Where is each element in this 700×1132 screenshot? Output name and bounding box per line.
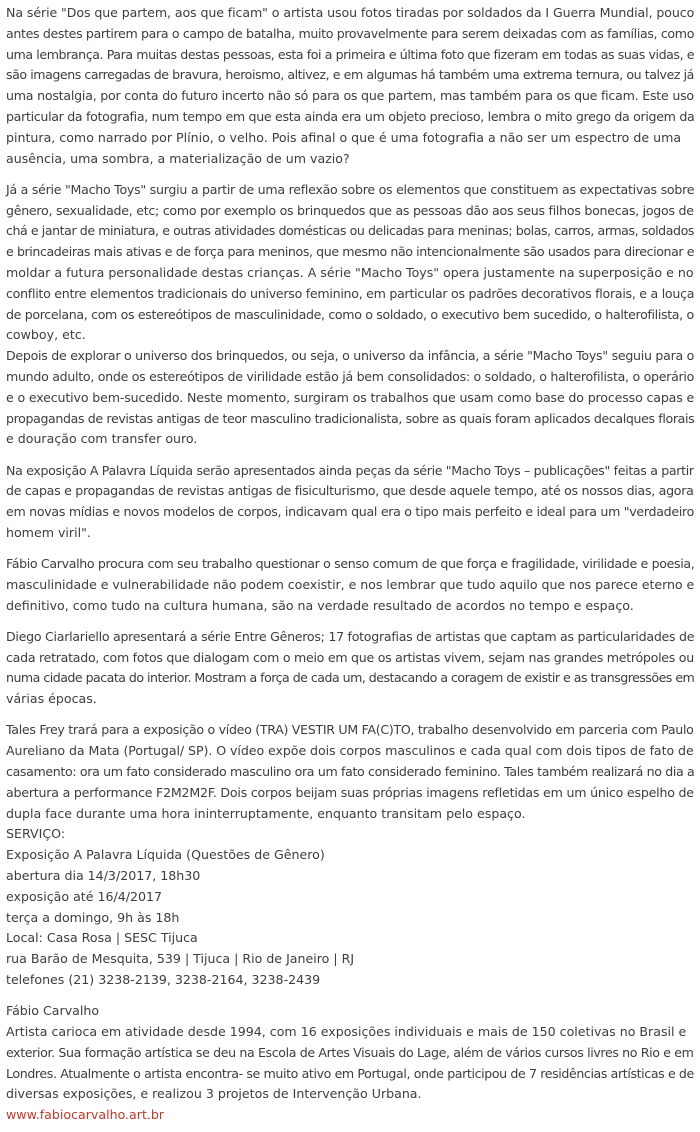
text-line: exposição até 16/4/2017	[6, 888, 163, 904]
paragraph-artist-bio	[6, 1001, 694, 1126]
text-line: uma lembrança. Para muitas destas pessoas, esta foi a primeira e última foto que fizeram em todas as suas vidas, e	[6, 46, 695, 62]
text-line: de porcelana, com os estereótipos de masculinidade, como o soldado, o executivo bem sucedido, o halterofilista, o	[6, 306, 694, 322]
text-line: mundo adulto, onde os estereótipos de virilidade estão já bem consolidados: o soldado, o halterofilista, o operário	[6, 368, 695, 384]
text-line: Londres. Atualmente o artista encontra- se muito ativo em Portugal, onde participou de 7 residências artísticas e de	[6, 1065, 694, 1081]
paragraph-dos-que-partem	[6, 3, 694, 169]
text-line: diversas exposições, e realizou 3 projetos de Intervenção Urbana.	[6, 1086, 422, 1102]
text-line: Exposição A Palavra Líquida (Questões de Gênero)	[6, 847, 325, 863]
text-line: abertura dia 14/3/2017, 18h30	[6, 868, 201, 884]
artist-website-link[interactable]: www.fabiocarvalho.art.br	[6, 1107, 165, 1123]
text-line: Aureliano da Mata (Portugal/ SP). O vídeo expõe dois corpos masculinos e cada qual com dois tipos de fato de	[6, 743, 694, 759]
text-line: antes destes partirem para o campo de batalha, muito provavelmente para serem deixadas com as famílias, como	[6, 25, 695, 41]
text-line: Diego Ciarlariello apresentará a série Entre Gêneros; 17 fotografias de artistas que captam as particularidades de	[6, 628, 695, 644]
text-line: SERVIÇO:	[6, 826, 66, 842]
text-line: abertura a performance F2M2M2F. Dois corpos beijam suas próprias imagens refletidas em um único espelho de	[6, 784, 694, 800]
text-line: rua Barão de Mesquita, 539 | Tijuca | Rio de Janeiro | RJ	[6, 951, 355, 967]
text-line: são imagens carregadas de bravura, heroismo, altivez, e em algumas há também uma extrema ternura, ou talvez já	[6, 67, 694, 83]
text-line: moldar a futura personalidade destas crianças. A série "Macho Toys" opera justamente na superposição e no	[6, 264, 694, 280]
text-line: Artista carioca em atividade desde 1994, com 16 exposições individuais e mais de 150 coletivas no Brasil e	[6, 1024, 687, 1039]
text-line: Depois de explorar o universo dos brinquedos, ou seja, o universo da infância, a série "Macho Toys" seguiu para o	[6, 348, 695, 364]
bio-lines	[6, 1001, 694, 1105]
text-line: telefones (21) 3238-2139, 3238-2164, 3238-2439	[6, 972, 321, 988]
text-line: masculinidade e vulnerabilidade não podem coexistir, e nos lembrar que tudo aquilo que nos parece eterno e	[6, 576, 695, 592]
text-line: de capas e propagandas de revistas antigas de fisiculturismo, que desde aquele tempo, até os nossos dias, agora	[6, 483, 694, 499]
text-line: numa cidade pacata do interior. Mostram a força de cada um, destacando a coragem de existir e as transgressões em	[6, 670, 695, 686]
text-line: propagandas de revistas antigas de teor masculino tradicionalista, sobre as quais foram aplicados decalques florais	[6, 410, 695, 426]
text-line: definitivo, como tudo na cultura humana, são na verdade resultado de acordos no tempo e espaço.	[6, 597, 634, 613]
text-line: conflito entre elementos tradicionais do universo feminino, em particular os padrões decorativos florais, e a louça	[6, 285, 695, 301]
text-line: pintura, como narrado por Plínio, o velho. Pois afinal o que é uma fotografia a não ser um espectro de uma	[6, 129, 682, 145]
text-line: casamento: ora um fato considerado masculino ora um fato considerado feminino. Tales também realizará no dia a	[6, 764, 695, 780]
paragraph-diego-ciarlariello	[6, 627, 694, 710]
text-line: particular da fotografia, num tempo em que esta ainda era um objeto precioso, lembra o mito grego da origem da	[6, 108, 695, 124]
text-line: Fábio Carvalho procura com seu trabalho questionar o senso comum de que força e fragilidade, virilidade e poesia,	[6, 556, 695, 572]
text-line: ausência, uma sombra, a materialização de um vazio?	[6, 150, 350, 166]
text-line: em novas mídias e novos modelos de corpos, indicavam qual era o tipo mais perfeito e ideal para um "verdadeiro	[6, 504, 695, 520]
paragraph-macho-toys-publicacoes	[6, 461, 694, 544]
paragraph-macho-toys	[6, 180, 694, 450]
text-line: Fábio Carvalho	[6, 1003, 100, 1019]
text-line: homem viril".	[6, 524, 91, 540]
text-line: gênero, sexualidade, etc; como por exemplo os brinquedos que as pessoas dão aos seus filhos bonecas, jogos de	[6, 202, 694, 218]
text-line: uma nostalgia, por conta do futuro incerto não só para os que partem, mas também para os que ficam. Este uso	[6, 88, 694, 104]
text-line: e o executivo bem-sucedido. Neste momento, surgiram os trabalhos que usam como base do processo capas e	[6, 389, 695, 405]
text-line: dupla face durante uma hora ininterruptamente, enquanto transitam pelo espaço.	[6, 805, 526, 821]
text-line: várias épocas.	[6, 691, 97, 707]
text-line: Na exposição A Palavra Líquida serão apresentados ainda peças da série "Macho Toys – publicações" feitas a partir	[6, 462, 694, 478]
text-line: Local: Casa Rosa | SESC Tijuca	[6, 930, 198, 946]
text-line: Já a série "Macho Toys" surgiu a partir de uma reflexão sobre os elementos que constituem as expectativas sobre	[6, 181, 695, 197]
text-line: chá e jantar de miniatura, e outras atividades domésticas ou delicadas para meninas; bolas, carros, armas, soldados	[6, 223, 694, 239]
text-line: e douração com transfer ouro.	[6, 431, 198, 447]
text-line: cada retratado, com fotos que dialogam com o meio em que os artistas vivem, sejam nas grandes metrópoles ou	[6, 649, 694, 665]
text-line: exterior. Sua formação artística se deu na Escola de Artes Visuais do Lage, além de vários cursos livres no Rio e em	[6, 1044, 694, 1060]
paragraph-fabio-carvalho-statement	[6, 554, 694, 616]
text-line: terça a domingo, 9h às 18h	[6, 909, 180, 925]
text-line: e brincadeiras mais ativas e de força para meninos, que mesmo não intencionalmente são usados para direcionar e	[6, 244, 695, 260]
text-line: cowboy, etc.	[6, 327, 86, 343]
text-line: Tales Frey trará para a exposição o vídeo (TRA) VESTIR UM FA(C)TO, trabalho desenvolvido em parceria com Paulo	[6, 722, 694, 738]
text-line: Na série "Dos que partem, aos que ficam" o artista usou fotos tiradas por soldados da I Guerra Mundial, pouco	[6, 5, 695, 20]
paragraph-tales-frey-servico	[6, 720, 694, 990]
